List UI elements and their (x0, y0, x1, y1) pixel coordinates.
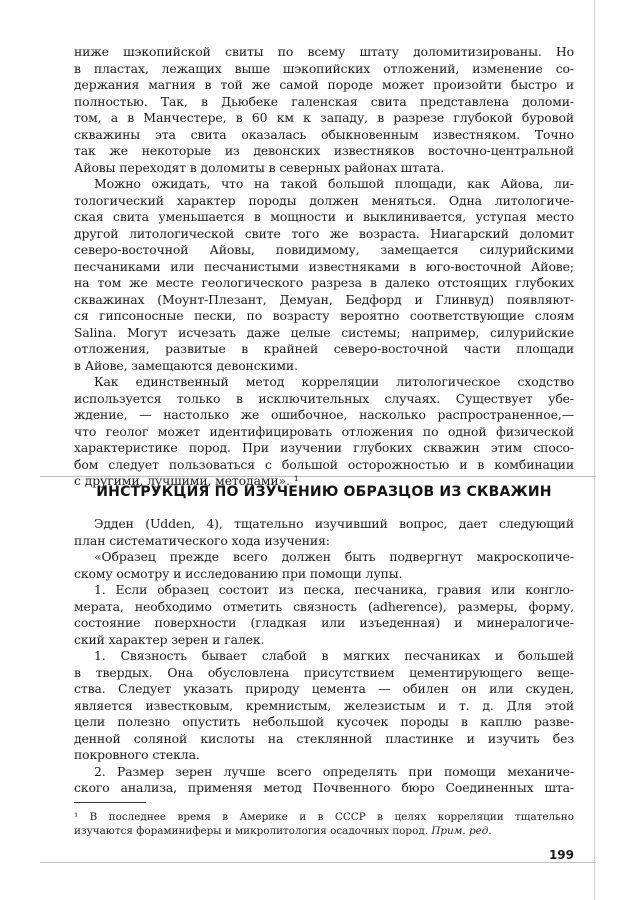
text-line: ниже шэкопийской свиты по всему штату доломитизированы. Но (74, 44, 574, 59)
margin-line (594, 0, 595, 900)
text-line: является известковым, кремнистым, железистым и т. д. Для этой (74, 697, 574, 713)
text-line: с другими, лучшими, методами». ¹ (74, 473, 299, 488)
paragraph-udden (74, 516, 574, 549)
text-line: полностью. Так, в Дьюбеке галенская свита представлена доломи- (74, 93, 574, 109)
text-line: Айовы переходят в доломиты в северных районах штата. (74, 159, 445, 175)
text-line: на том же месте геологического разреза в далеко отстоящих глубоких (74, 275, 574, 290)
text-line: состояние поверхности (гладкая или изъеденная) и минералогиче- (74, 615, 574, 630)
divider-line (40, 862, 596, 863)
paragraph-quote-end (74, 374, 574, 490)
text-line: 2. Размер зерен лучше всего определять при помощи механиче- (94, 763, 574, 779)
footnote-separator (74, 802, 146, 803)
paragraph-adherence (74, 648, 574, 764)
text-line: ства. Следует указать природу цемента — обилен он или скуден, (74, 681, 574, 696)
text-line: скважины эта свита оказалась обыкновенным известняком. Точно (74, 126, 574, 142)
text-line: план систематического хода изучения: (74, 532, 330, 548)
text-line: в Айове, замещаются девонскими. (74, 357, 298, 373)
text-line: скважинах (Моунт-Плезант, Демуан, Бедфорд и Глинвуд) появляют- (74, 291, 574, 307)
text-line: 1. Если образец состоит из песка, песчаника, гравия или конгло- (94, 582, 574, 597)
paragraph-continued (74, 44, 574, 176)
text-line: ская свита уменьшается в мощности и выклинивается, уступая место (74, 209, 574, 224)
text-line: скому осмотру и исследованию при помощи лупы. (74, 565, 403, 581)
section-heading: ИНСТРУКЦИЯ ПО ИЗУЧЕНИЮ ОБРАЗЦОВ ИЗ СКВАЖИН (96, 484, 552, 500)
footnote-text: изучаются фораминиферы и микролитология осадочных пород. (74, 825, 429, 837)
text-line: так же некоторые из девонских известняков восточно-центральной (74, 143, 574, 158)
paragraph-lithology (74, 176, 574, 374)
text-line: северо-восточной Айовы, повидимому, замещается силурийскими (74, 242, 574, 257)
text-line: песчаниками или песчанистыми известняками в юго-восточной Айове; (74, 258, 574, 274)
footnote-line: ¹ В последнее время в Америке и в СССР в целях корреляции тщательно (74, 811, 574, 823)
text-line: денной соляной кислоты на стеклянной пластинке и изучить без (74, 730, 574, 746)
text-line: в пластах, лежащих выше шэкопийских отложений, изменение со- (74, 60, 574, 76)
text-line: держания магния в той же самой породе может произойти быстро и (74, 77, 574, 92)
paragraph-item-1 (74, 582, 574, 648)
text-line: Эдден (Udden, 4), тщательно изучивший вопрос, дает следующий (94, 516, 574, 531)
text-line: «Образец прежде всего должен быть подвергнут макроскопиче- (94, 549, 574, 564)
text-line: Salina. Могут исчезать даже целые системы; например, силурийские (74, 324, 574, 340)
text-line: бом следует пользоваться с большой осторожностью и в комбинации (74, 456, 574, 472)
text-line: покровного стекла. (74, 747, 200, 762)
page-number: 199 (548, 848, 574, 862)
text-line: что геолог может идентифицировать отложения по одной физической (74, 423, 574, 439)
text-line: отложения, развитые в крайней северо-восточной части площади (74, 341, 574, 356)
editor-note: Прим. ред. (431, 825, 492, 837)
paragraph-grain-size (74, 764, 574, 797)
text-line: характеристике пород. При изучении глубоких скважин этим спосо- (74, 440, 574, 455)
text-line: ский характер зерен и галек. (74, 631, 265, 647)
footnote-line (74, 824, 574, 838)
text-line: 1. Связность бывает слабой в мягких песчаниках и большей (94, 648, 574, 663)
body-text-bottom (74, 516, 574, 797)
text-line: Можно ожидать, что на такой большой площади, как Айова, ли- (94, 176, 574, 191)
text-line: в твердых. Она обусловлена присутствием цементирующего веще- (74, 664, 574, 680)
paragraph-sample (74, 549, 574, 582)
text-line: ся гипсоносные пески, по возрасту вероятно соответствующие слоям (74, 308, 574, 323)
text-line: мерата, необходимо отметить связность (adherence), размеры, форму, (74, 598, 574, 614)
text-line: ского анализа, применяя метод Почвенного бюро Соединенных шта- (74, 780, 574, 795)
text-line: другой литологической свите того же возраста. Ниагарский доломит (74, 225, 574, 241)
text-line: Как единственный метод корреляции литологическое сходство (94, 374, 574, 389)
footnote (74, 810, 574, 838)
text-line: цели полезно опустить небольшой кусочек породы в каплю разве- (74, 714, 574, 729)
body-text-top (74, 44, 574, 490)
text-line: том, а в Манчестере, в 60 км к западу, в разрезе глубокой буровой (74, 110, 574, 125)
text-line: тологический характер породы должен меняться. Одна литологиче- (74, 192, 574, 208)
text-line: ждение, — настолько же ошибочное, насколько распространенное,— (74, 407, 574, 422)
text-line: используется только в исключительных случаях. Существует убе- (74, 390, 574, 406)
